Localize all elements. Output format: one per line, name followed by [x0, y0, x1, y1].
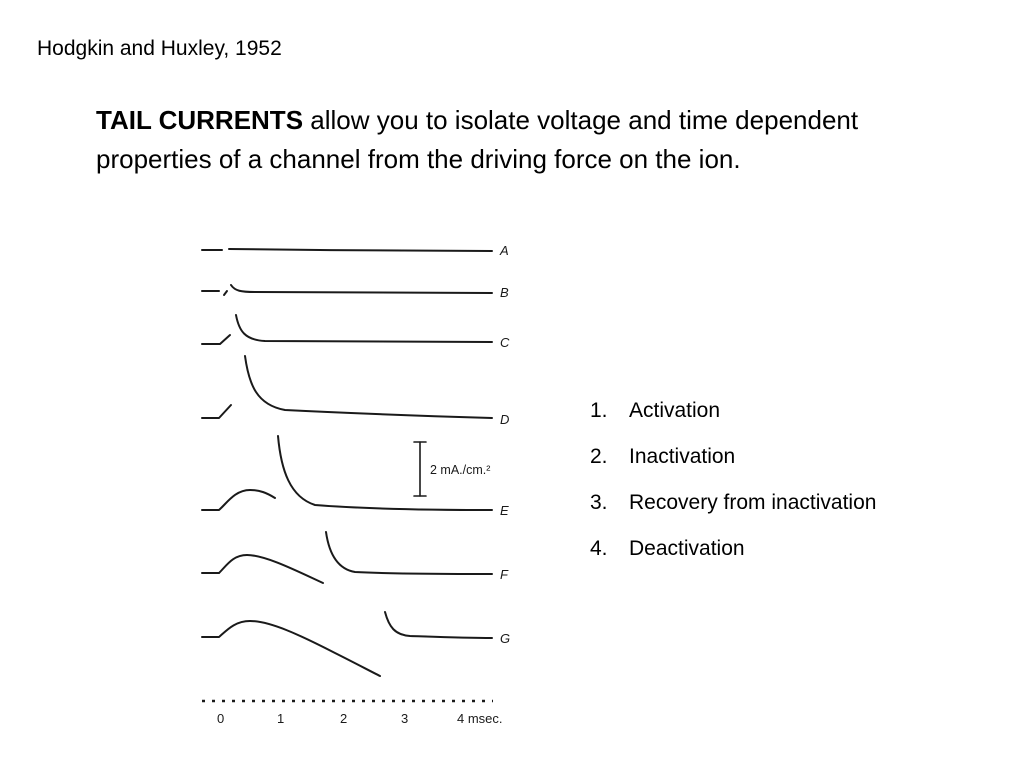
list-item: [590, 536, 876, 582]
trace-label-c: C: [500, 335, 510, 350]
list-item-number: 2.: [590, 445, 608, 468]
citation: Hodgkin and Huxley, 1952: [37, 37, 282, 60]
tail-current-figure: [195, 235, 520, 735]
list-item: [590, 490, 876, 536]
list-item-label: Deactivation: [629, 537, 745, 560]
tail-current-traces-svg: [195, 235, 520, 735]
scale-bar-label: 2 mA./cm.²: [430, 463, 491, 477]
list-item-number: 4.: [590, 537, 608, 560]
trace-g: [202, 612, 492, 676]
trace-c: [202, 315, 492, 344]
trace-d: [202, 356, 492, 418]
trace-label-d: D: [500, 412, 510, 427]
channel-properties-list: [590, 398, 876, 582]
trace-label-b: B: [500, 285, 509, 300]
scale-bar: [414, 442, 426, 496]
time-label-1: 1: [277, 711, 285, 726]
trace-a: [202, 249, 492, 251]
list-item-number: 1.: [590, 399, 608, 422]
trace-f: [202, 532, 492, 583]
time-label-4-msec: 4 msec.: [457, 711, 503, 726]
list-item-label: Activation: [629, 399, 721, 422]
list-item-label: Inactivation: [629, 445, 736, 468]
trace-label-a: A: [500, 243, 509, 258]
trace-label-e: E: [500, 503, 509, 518]
headline-rest: allow you to isolate voltage and time dependent properties of a channel from the driving force on the ion.: [96, 105, 859, 174]
trace-label-g: G: [500, 631, 511, 646]
list-item-number: 3.: [590, 491, 608, 514]
list-item-label: Recovery from inactivation: [629, 491, 877, 514]
trace-b: [202, 285, 492, 295]
headline-bold: TAIL CURRENTS: [96, 105, 304, 135]
trace-label-f: F: [500, 567, 508, 582]
list-item: [590, 398, 876, 444]
headline: [96, 101, 896, 179]
time-label-3: 3: [401, 711, 409, 726]
list-item: [590, 444, 876, 490]
time-label-2: 2: [340, 711, 348, 726]
time-label-0: 0: [217, 711, 225, 726]
